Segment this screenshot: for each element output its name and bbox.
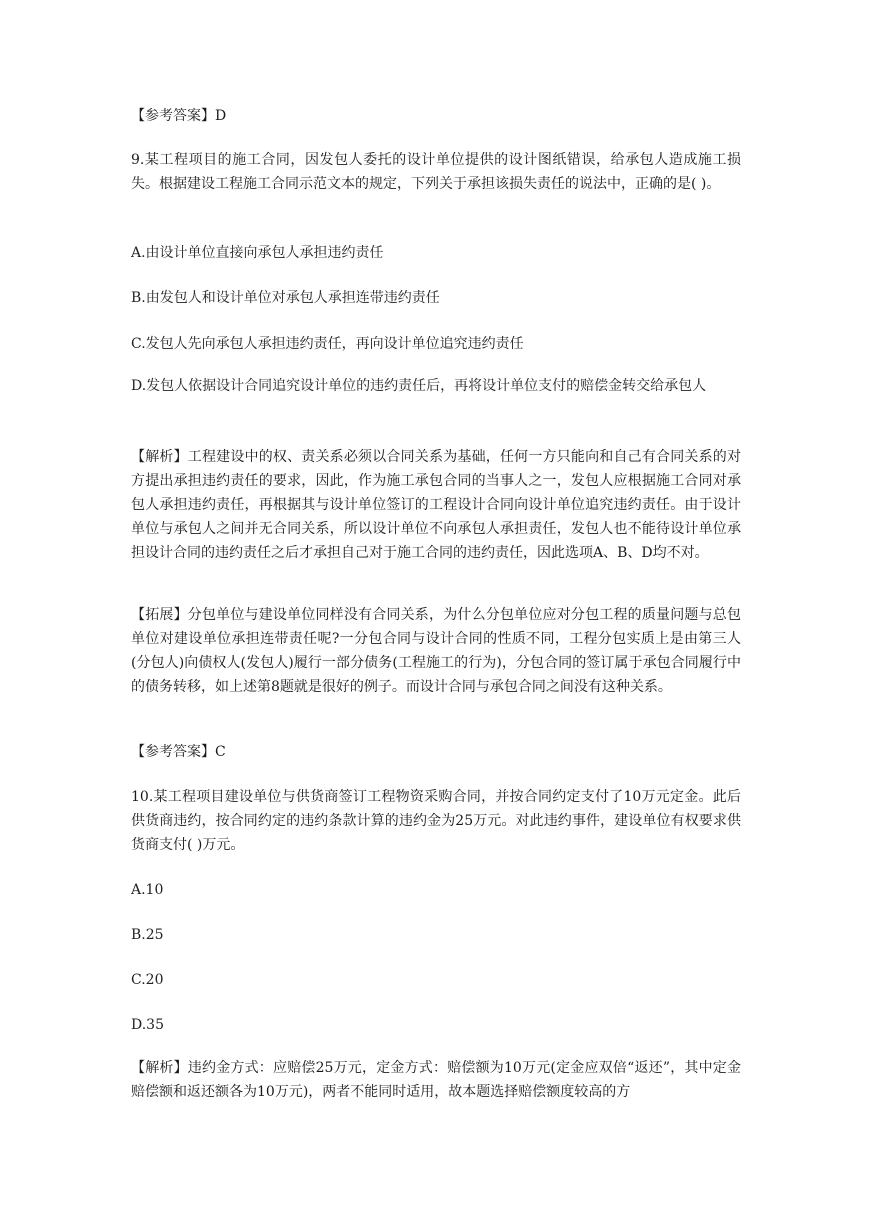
q9-option-c: C.发包人先向承包人承担违约责任，再向设计单位追究违约责任 (131, 336, 524, 352)
question-10: 10.某工程项目建设单位与供货商签订工程物资采购合同，并按合同约定支付了10万元定金。此后供货商违约，按合同约定的违约条款计算的违约金为25万元。对此违约事件，建设单位有权要求供货商支付( )万元。 (131, 789, 741, 853)
q10-option-c: C.20 (131, 972, 164, 988)
q10-option-d: D.35 (131, 1017, 164, 1033)
question-9: 9.某工程项目的施工合同，因发包人委托的设计单位提供的设计图纸错误，给承包人造成施工损失。根据建设工程施工合同示范文本的规定，下列关于承担该损失责任的说法中，正确的是( )。 (131, 152, 741, 192)
analysis-1: 【解析】工程建设中的权、责关系必须以合同关系为基础，任何一方只能向和自己有合同关系的对方提出承担违约责任的要求，因此，作为施工承包合同的当事人之一，发包人应根据施工合同对承包人承担违约责任，再根据其与设计单位签订的工程设计合同向设计单位追究违约责任。由于设计单位与承包人之间并无合同关系，所以设计单位不向承包人承担责任，发包人也不能待设计单位承担设计合同的违约责任之后才承担自己对于施工合同的违约责任，因此选项A、B、D均不对。 (131, 449, 741, 561)
q9-option-b: B.由发包人和设计单位对承包人承担连带违约责任 (131, 290, 440, 306)
extension-note: 【拓展】分包单位与建设单位同样没有合同关系，为什么分包单位应对分包工程的质量问题与总包单位对建设单位承担连带责任呢?一分包合同与设计合同的性质不同，工程分包实质上是由第三人(分包人)向债权人(发包人)履行一部分债务(工程施工的行为)，分包合同的签订属于承包合同履行中的债务转移，如上述第8题就是很好的例子。而设计合同与承包合同之间没有这种关系。 (131, 607, 741, 695)
reference-answer-1: 【参考答案】D (131, 108, 227, 124)
q9-option-d: D.发包人依据设计合同追究设计单位的违约责任后，再将设计单位支付的赔偿金转交给承包人 (131, 378, 707, 394)
q9-option-a: A.由设计单位直接向承包人承担违约责任 (131, 245, 384, 261)
reference-answer-2: 【参考答案】C (131, 744, 226, 760)
analysis-2: 【解析】违约金方式：应赔偿25万元，定金方式：赔偿额为10万元(定金应双倍“返还”，其中定金赔偿额和返还额各为10万元)，两者不能同时适用，故本题选择赔偿额度较高的方 (131, 1060, 741, 1100)
q10-option-a: A.10 (131, 882, 164, 898)
q10-option-b: B.25 (131, 927, 164, 943)
